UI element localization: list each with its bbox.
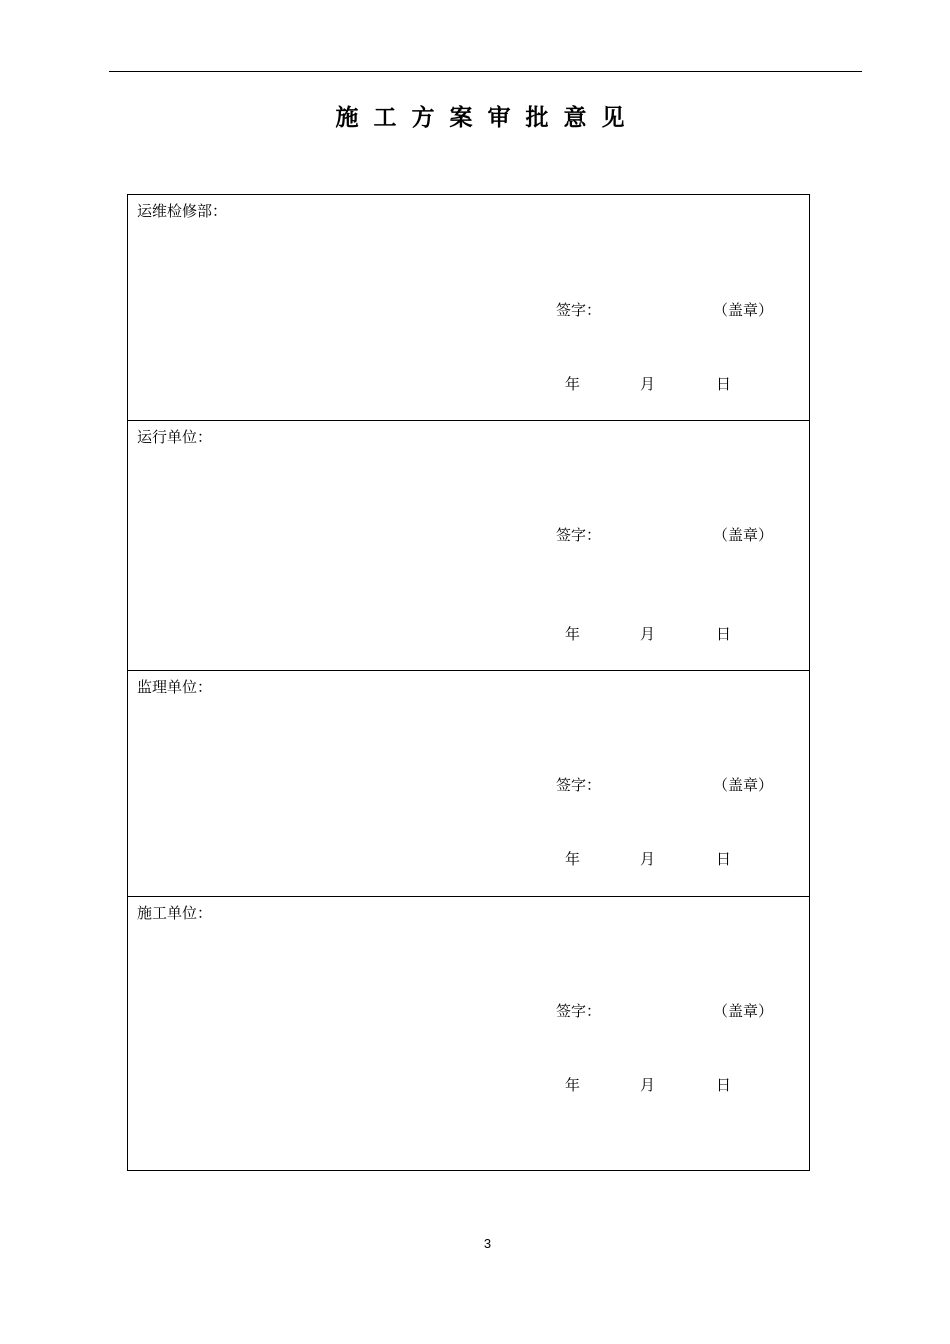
signature-label: 签字： bbox=[556, 301, 602, 319]
section-operating-unit bbox=[128, 420, 809, 670]
document-title: 施工方案审批意见 bbox=[335, 105, 640, 131]
section-label: 运行单位： bbox=[137, 428, 213, 446]
section-label: 运维检修部： bbox=[137, 202, 228, 220]
section-label: 施工单位： bbox=[137, 904, 213, 922]
year-label: 年 bbox=[565, 375, 581, 393]
day-label: 日 bbox=[716, 375, 732, 393]
seal-label: （盖章） bbox=[713, 301, 774, 319]
day-label: 日 bbox=[716, 1076, 732, 1094]
month-label: 月 bbox=[640, 1076, 656, 1094]
section-construction-unit bbox=[128, 896, 809, 1170]
year-label: 年 bbox=[565, 1076, 581, 1094]
seal-label: （盖章） bbox=[713, 526, 774, 544]
signature-label: 签字： bbox=[556, 776, 602, 794]
section-maintenance-dept bbox=[128, 195, 809, 420]
day-label: 日 bbox=[716, 625, 732, 643]
signature-label: 签字： bbox=[556, 1002, 602, 1020]
section-label: 监理单位： bbox=[137, 678, 213, 696]
header-rule bbox=[109, 71, 862, 72]
month-label: 月 bbox=[640, 625, 656, 643]
seal-label: （盖章） bbox=[713, 776, 774, 794]
approval-form-table bbox=[127, 194, 810, 1171]
page-number: 3 bbox=[483, 1236, 492, 1251]
month-label: 月 bbox=[640, 375, 656, 393]
day-label: 日 bbox=[716, 850, 732, 868]
month-label: 月 bbox=[640, 850, 656, 868]
signature-label: 签字： bbox=[556, 526, 602, 544]
section-supervision-unit bbox=[128, 670, 809, 896]
year-label: 年 bbox=[565, 850, 581, 868]
year-label: 年 bbox=[565, 625, 581, 643]
seal-label: （盖章） bbox=[713, 1002, 774, 1020]
